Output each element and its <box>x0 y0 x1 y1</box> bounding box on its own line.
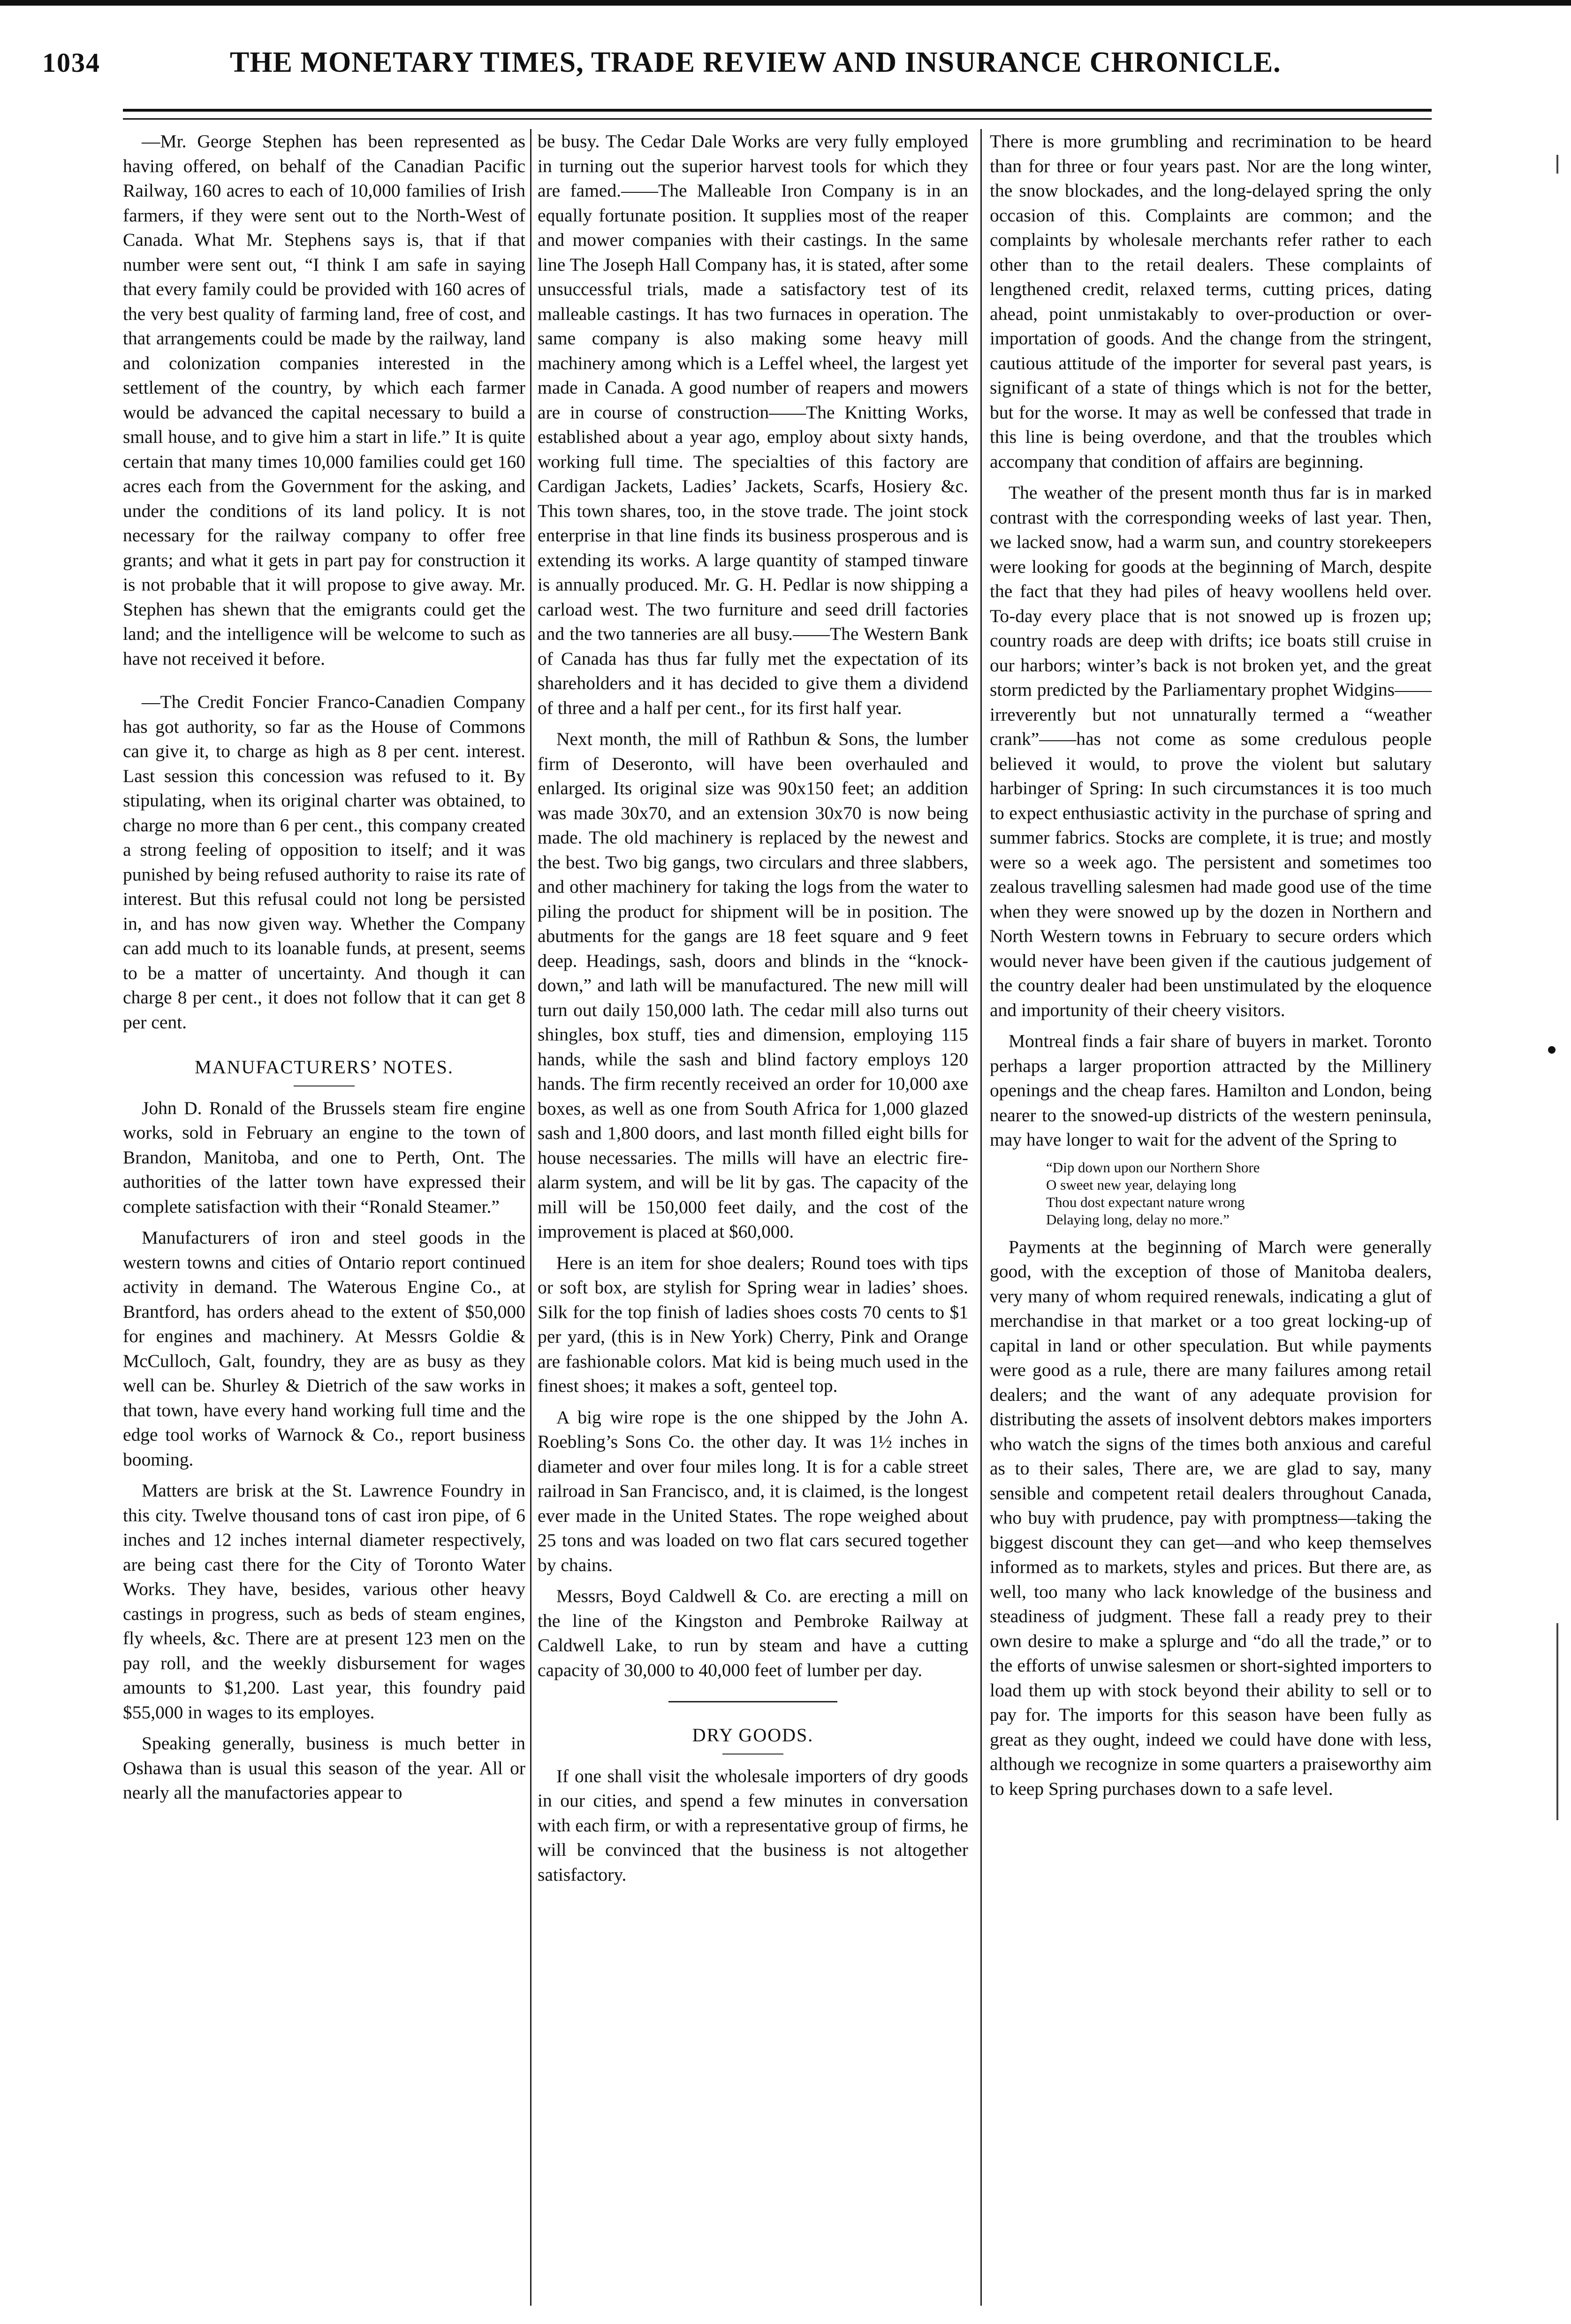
article-paragraph: Matters are brisk at the St. Lawrence Foundry in this city. Twelve thousand tons of cast iron pipe, of 6 inches and 12 inches internal diameter respectively, are being cast there for the City of Toronto Water Works. They have, besides, various other heavy castings in progress, such as beds of steam engines, fly wheels, &c. There are at present 123 men on the pay roll, and the weekly disbursement for wages amounts to $1,200. Last year, this foundry paid $55,000 in wages to its employes. <box>123 1480 525 1723</box>
poem-quote <box>1046 1159 1432 1228</box>
section-heading: DRY GOODS. <box>692 1724 814 1746</box>
article-paragraph: be busy. The Cedar Dale Works are very fully employed in turning out the superior harvest tools for which they are famed.——The Malleable Iron Company is in an equally fortunate position. It supplies most of the reaper and mower companies with their castings. In the same line The Joseph Hall Company has, it is stated, after some unsuccessful trials, made a satisfactory test of its malleable castings. It has two furnaces in operation. The same company is also making some heavy mill machinery among which is a Leffel wheel, the largest yet made in Canada. A good number of reapers and mowers are in course of construction——The Knitting Works, established about a year ago, employ about sixty hands, working full time. The specialties of this factory are Cardigan Jackets, Ladies’ Jackets, Scarfs, Hosiery &c. This town shares, too, in the stove trade. The joint stock enterprise in that line finds its business prosperous and is extending its works. A large quantity of stamped tinware is annually produced. Mr. G. H. Pedlar is now shipping a carload west. The two furniture and seed drill factories and the two tanneries are all busy.——The Western Bank of Canada has thus far fully met the expectation of its shareholders and it has decided to give them a dividend of three and a half per cent., for its first half year. <box>538 131 968 718</box>
poem-line: Thou dost expectant nature wrong <box>1046 1193 1245 1210</box>
column-middle <box>538 129 968 1893</box>
top-border <box>0 0 1571 6</box>
column-divider <box>530 129 531 2306</box>
article-paragraph: —Mr. George Stephen has been represented as having offered, on behalf of the Canadian Pacific Railway, 160 acres to each of 10,000 families of Irish farmers, if they were sent out to the North-West of Canada. What Mr. Stephens says is, that if that number were sent out, “I think I am safe in saying that every family could be provided with 160 acres of the very best quality of farming land, free of cost, and that arrangements could be made by the railway, land and colonization companies interested in the settlement of the country, by which each farmer would be advanced the capital necessary to build a small house, and to give him a start in life.” It is quite certain that many times 10,000 families could get 160 acres each from the Government for the asking, and under the conditions of its land policy. It is not necessary for the railway company to offer free grants; and what it gets in part pay for construction it is not probable that it will propose to give away. Mr. Stephen has shewn that the emigrants could get the land; and the intelligence will be welcome to such as have not received it before. <box>123 131 525 669</box>
poem-line: “Dip down upon our Northern Shore <box>1046 1159 1260 1176</box>
poem-line: Delaying long, delay no more.” <box>1046 1211 1229 1228</box>
article-paragraph: Montreal finds a fair share of buyers in market. Toronto perhaps a larger proportion attracted by the Millinery openings and the cheap fares. Hamilton and London, being nearer to the snowed-up districts of the western peninsula, may have longer to wait for the advent of the Spring to <box>990 1031 1432 1150</box>
page-number: 1034 <box>42 47 100 78</box>
column-right <box>990 129 1432 1808</box>
article-paragraph: Speaking generally, business is much better in Oshawa than is usual this season of the year. All or nearly all the manufactories appear to <box>123 1733 525 1803</box>
poem-line: O sweet new year, delaying long <box>1046 1176 1237 1193</box>
article-paragraph: Next month, the mill of Rathbun & Sons, the lumber firm of Deseronto, will have been overhauled and enlarged. Its original size was 90x150 feet; an addition was made 30x70, and an extension 30x70 is now being made. The old machinery is replaced by the newest and the best. Two big gangs, two circulars and three slabbers, and other machinery for taking the logs from the water to piling the product for shipment will be in position. The abutments for the gangs are 18 feet square and 9 feet deep. Headings, sash, doors and blinds in the “knock-down,” and lath will be manufactured. The new mill will turn out daily 150,000 lath. The cedar mill also turns out shingles, box stuff, ties and dimension, employing 115 hands, while the sash and blind factory employs 120 hands. The firm recently received an order for 10,000 axe boxes, as well as one from South Africa for 1,000 glazed sash and 1,800 doors, and last month filled eight bills for house necessaries. The mills will have an electric fire-alarm system, and will be lit by gas. The capacity of the mill will be 150,000 feet daily, and the cost of the improvement is placed at $60,000. <box>538 729 968 1242</box>
header-rule-thick <box>123 109 1432 112</box>
margin-dot <box>1548 1046 1556 1054</box>
article-paragraph: Messrs, Boyd Caldwell & Co. are erecting a mill on the line of the Kingston and Pembroke Railway at Caldwell Lake, to run by steam and have a cutting capacity of 30,000 to 40,000 feet of lumber per day. <box>538 1586 968 1680</box>
column-left <box>123 129 525 1812</box>
header-rule-thin <box>123 118 1432 120</box>
article-paragraph: John D. Ronald of the Brussels steam fire engine works, sold in February an engine to the town of Brandon, Manitoba, and one to Perth, Ont. The authorities of the latter town have expressed their complete satisfaction with their “Ronald Steamer.” <box>123 1097 525 1217</box>
section-heading: MANUFACTURERS’ NOTES. <box>195 1056 454 1078</box>
article-paragraph: —The Credit Foncier Franco-Canadien Company has got authority, so far as the House of Commons can give it, to charge as high as 8 per cent. interest. Last session this concession was refused to it. By stipulating, when its original charter was obtained, to charge no more than 6 per cent., this company created a strong feeling of opposition to itself; and it was punished by being refused authority to raise its rate of interest. But this refusal could not long be persisted in, and has now given way. Whether the Company can add much to its loanable funds, at present, seems to be a matter of uncertainty. And though it can charge 8 per cent., it does not follow that it can get 8 per cent. <box>123 691 525 1033</box>
section-divider-rule <box>668 1701 837 1702</box>
article-paragraph: Payments at the beginning of March were generally good, with the exception of those of Manitoba dealers, very many of whom required renewals, indicating a glut of merchandise in that market or a too great locking-up of capital in land or other speculation. But while payments were good as a rule, there are many failures among retail dealers; and the want of any adequate provision for distributing the assets of insolvent debtors makes importers who watch the signs of the times both anxious and careful as to their sales, There are, we are glad to say, many sensible and competent retail dealers throughout Canada, who buy with prudence, pay with promptness—taking the biggest discount they can get—and who keep themselves informed as to markets, styles and prices. But there are, as well, too many who lack knowledge of the business and steadiness of judgment. These fall a ready prey to their own desire to make a splurge and “do all the trade,” or to the efforts of unwise salesmen or short-sighted importers to load them up with stock beyond their ability to sell or to pay for. The imports for this season have been fully as great as they ought, indeed we could have done with less, although we recognize in some quarters a praiseworthy aim to keep Spring purchases down to a safe level. <box>990 1236 1432 1799</box>
article-paragraph: Here is an item for shoe dealers; Round toes with tips or soft box, are stylish for Spring wear in ladies’ shoes. Silk for the top finish of ladies shoes costs 70 cents to $1 per yard, (this is in New York) Cherry, Pink and Orange are fashionable colors. Mat kid is being much used in the finest shoes; it makes a soft, genteel top. <box>538 1252 968 1396</box>
margin-mark <box>1556 155 1558 174</box>
column-divider <box>980 129 982 2306</box>
article-paragraph: If one shall visit the wholesale importers of dry goods in our cities, and spend a few minutes in conversation with each firm, or with a representative group of firms, he will be convinced that the business is not altogether satisfactory. <box>538 1765 968 1885</box>
article-paragraph: Manufacturers of iron and steel goods in the western towns and cities of Ontario report continued activity in demand. The Waterous Engine Co., at Brantford, has orders ahead to the extent of $50,000 for engines and machinery. At Messrs Goldie & McCulloch, Galt, foundry, they are as busy as they well can be. Shurley & Dietrich of the saw works in that town, have every hand working full time and the edge tool works of Warnock & Co., report business booming. <box>123 1227 525 1470</box>
masthead-title: THE MONETARY TIMES, TRADE REVIEW AND INSURANCE CHRONICLE. <box>230 46 1281 78</box>
article-paragraph: There is more grumbling and recrimination to be heard than for three or four years past. Nor are the long winter, the snow blockades, and the long-delayed spring the only occasion of this. Complaints are common; and the complaints by wholesale merchants refer rather to each other than to the retail dealers. These complaints of lengthened credit, relaxed terms, cutting prices, dating ahead, point unmistakably to over-production or over-importation of goods. And the change from the stringent, cautious attitude of the importer for several past years, is significant of a state of things which is not for the better, but for the worse. It may as well be confessed that trade in this line is being overdone, and that the troubles which accompany that condition of affairs are beginning. <box>990 131 1432 472</box>
margin-mark <box>1556 1623 1558 1820</box>
article-paragraph: The weather of the present month thus far is in marked contrast with the corresponding weeks of last year. Then, we lacked snow, had a warm sun, and country storekeepers were looking for goods at the beginning of March, despite the fact that they had piles of heavy woollens held over. To-day every place that is not snowed up is frozen up; country roads are deep with drifts; ice boats still cruise in our harbors; winter’s back is not broken yet, and the great storm predicted by the Parliamentary prophet Widgins——irreverently but not unnaturally termed a “weather crank”——has not come as some credulous people believed it would, to prove the violent but salutary harbinger of Spring: In such circumstances it is too much to expect enthusiastic activity in the purchase of spring and summer fabrics. Stocks are complete, it is true; and mostly were so a week ago. The persistent and sometimes too zealous travelling salesmen had made good use of the time when they were snowed up by the dozen in Northern and North Western towns in February to secure orders which would never have been given if the cautious judgement of the country dealer had been unstimulated by the eloquence and importunity of their cheery visitors. <box>990 482 1432 1020</box>
article-paragraph: A big wire rope is the one shipped by the John A. Roebling’s Sons Co. the other day. It was 1½ inches in diameter and over four miles long. It is for a cable street railroad in San Francisco, and, it is claimed, is the longest ever made in the United States. The rope weighed about 25 tons and was loaded on two flat cars secured together by chains. <box>538 1406 968 1575</box>
